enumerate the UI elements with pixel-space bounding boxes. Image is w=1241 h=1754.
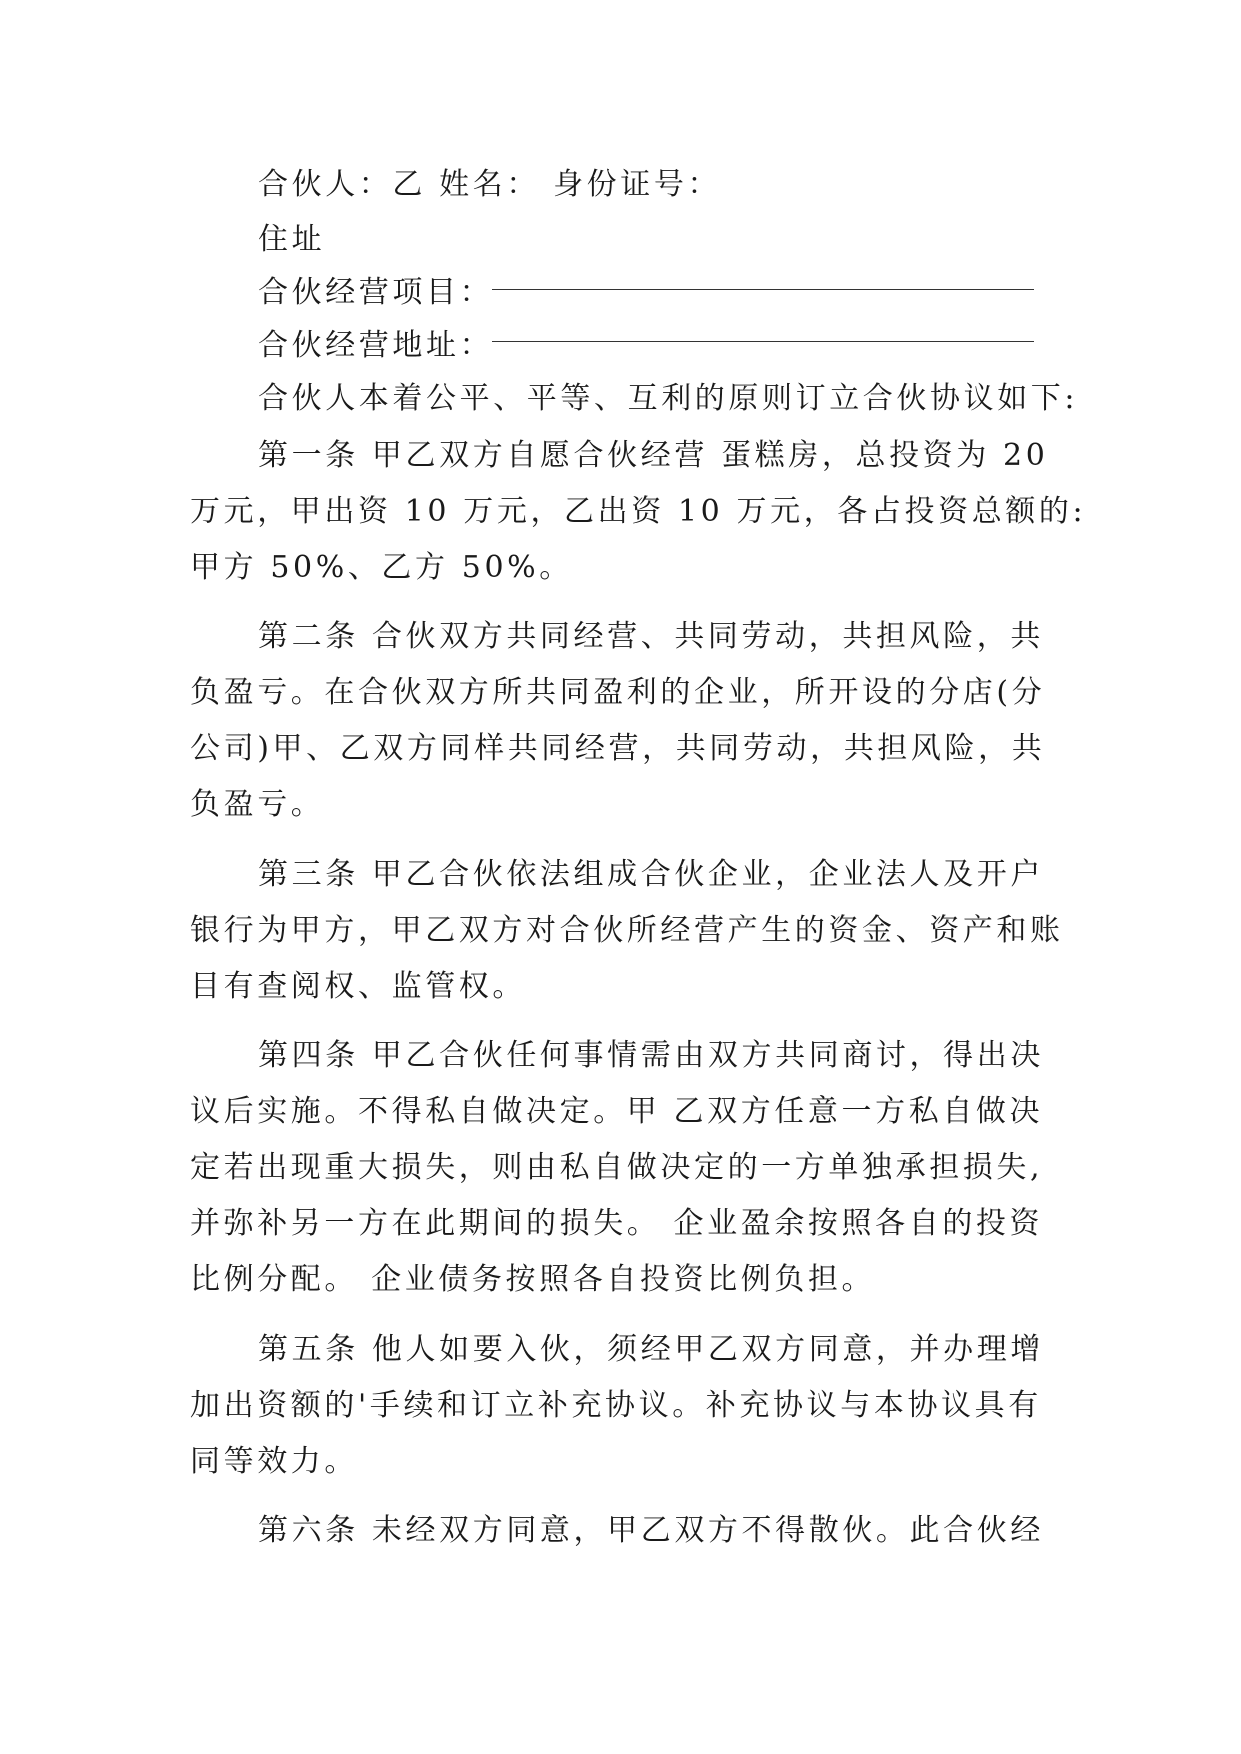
article-2-line-3: 公司)甲、乙双方同样共同经营，共同劳动，共担风险，共 [190,731,1046,766]
address-label: 住址 [258,222,326,257]
article-5-line-1: 第五条 他人如要入伙，须经甲乙双方同意，并办理增 [258,1332,1044,1367]
article-4-line-2: 议后实施。不得私自做决定。甲 乙双方任意一方私自做决 [190,1094,1044,1129]
article-1-line-1: 第一条 甲乙双方自愿合伙经营 蛋糕房，总投资为 20 [258,438,1049,473]
article-4-line-5: 比例分配。 企业债务按照各自投资比例负担。 [190,1262,876,1297]
article-4-line-3: 定若出现重大损失，则由私自做决定的一方单独承担损失, [190,1150,1044,1185]
article-1-line-3: 甲方 50%、乙方 50%。 [190,550,573,585]
project-blank-line [492,289,1034,290]
article-2-line-2: 负盈亏。在合伙双方所共同盈利的企业，所开设的分店(分 [190,675,1046,710]
article-2-line-1: 第二条 合伙双方共同经营、共同劳动，共担风险，共 [258,619,1044,654]
article-3-line-3: 目有查阅权、监管权。 [190,969,526,1004]
article-2-line-4: 负盈亏。 [190,787,325,822]
article-3-line-2: 银行为甲方，甲乙双方对合伙所经营产生的资金、资产和账 [190,913,1064,948]
location-blank-line [492,341,1034,342]
article-5-line-2: 加出资额的'手续和订立补充协议。补充协议与本协议具有 [190,1388,1042,1423]
article-4-line-1: 第四条 甲乙合伙任何事情需由双方共同商讨，得出决 [258,1038,1044,1073]
article-6-line-1: 第六条 未经双方同意，甲乙双方不得散伙。此合伙经 [258,1513,1044,1548]
location-label: 合伙经营地址： [258,328,494,363]
article-5-line-3: 同等效力。 [190,1444,358,1479]
article-3-line-1: 第三条 甲乙合伙依法组成合伙企业，企业法人及开户 [258,857,1044,892]
article-1-line-2: 万元，甲出资 10 万元，乙出资 10 万元，各占投资总额的: [190,494,1087,529]
article-4-line-4: 并弥补另一方在此期间的损失。 企业盈余按照各自的投资 [190,1206,1044,1241]
project-label: 合伙经营项目： [258,275,494,310]
intro-paragraph: 合伙人本着公平、平等、互利的原则订立合伙协议如下: [258,381,1079,416]
partner-info-line: 合伙人：乙 姓名： 身份证号： [258,167,722,202]
